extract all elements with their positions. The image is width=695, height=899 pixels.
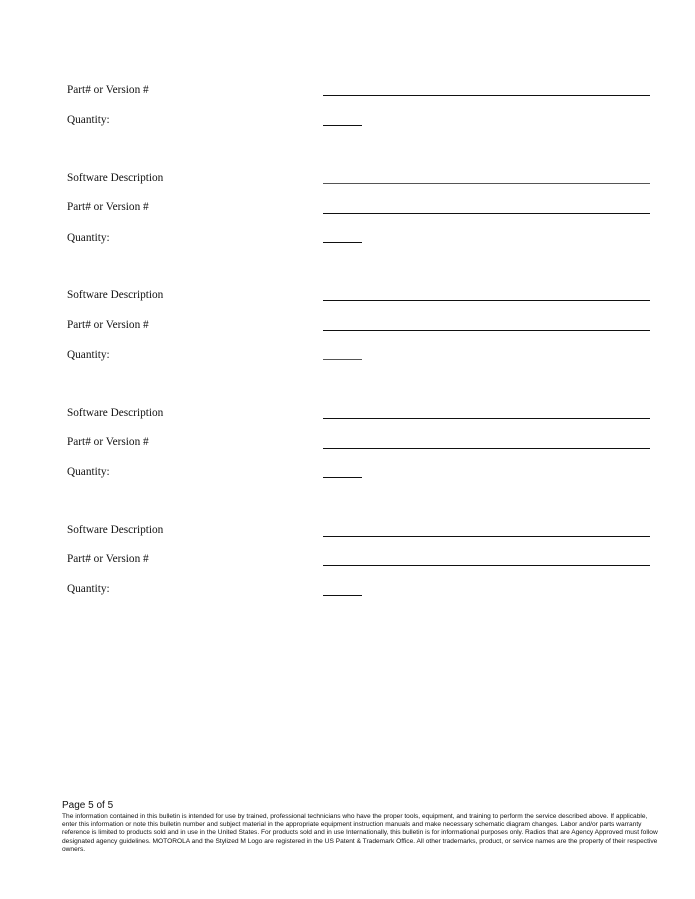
part-version-label: Part# or Version #	[67, 84, 149, 96]
software-description-label: Software Description	[67, 524, 164, 536]
quantity-field[interactable]	[323, 477, 362, 478]
part-version-field[interactable]	[323, 213, 650, 214]
part-version-label: Part# or Version #	[67, 436, 149, 448]
part-version-field[interactable]	[323, 448, 650, 449]
part-version-field[interactable]	[323, 330, 650, 331]
quantity-label: Quantity:	[67, 114, 110, 126]
quantity-label: Quantity:	[67, 466, 110, 478]
quantity-field[interactable]	[323, 595, 362, 596]
quantity-field[interactable]	[323, 125, 362, 126]
software-description-field[interactable]	[323, 418, 650, 419]
page-number: Page 5 of 5	[62, 800, 114, 811]
software-description-label: Software Description	[67, 289, 164, 301]
software-description-field[interactable]	[323, 183, 650, 184]
legal-disclaimer: The information contained in this bulletin is intended for use by trained, professional technicians who have the proper tools, equipment, and training to perform the service described above. If applicable, enter this information or note this bulletin number and subject material in the appropriate equipment instruction manuals and make necessary schematic diagram changes. Labor and/or parts warranty reference is limited to products sold and in use in the United States. For products sold and in use Internationally, this bulletin is for informational purposes only. Radios that are Agency Approved must follow designated agency guidelines. MOTOROLA and the Stylized M Logo are registered in the US Patent & Trademark Office. All other trademarks, product, or service names are the property of their respective owners.	[62, 813, 658, 853]
part-version-label: Part# or Version #	[67, 319, 149, 331]
software-description-field[interactable]	[323, 300, 650, 301]
software-description-label: Software Description	[67, 172, 164, 184]
part-version-field[interactable]	[323, 565, 650, 566]
part-version-label: Part# or Version #	[67, 201, 149, 213]
software-description-field[interactable]	[323, 536, 650, 537]
quantity-field[interactable]	[323, 359, 362, 360]
quantity-field[interactable]	[323, 242, 362, 243]
quantity-label: Quantity:	[67, 349, 110, 361]
software-description-label: Software Description	[67, 407, 164, 419]
quantity-label: Quantity:	[67, 583, 110, 595]
part-version-label: Part# or Version #	[67, 553, 149, 565]
page-footer	[62, 800, 658, 854]
quantity-label: Quantity:	[67, 232, 110, 244]
part-version-field[interactable]	[323, 95, 650, 96]
